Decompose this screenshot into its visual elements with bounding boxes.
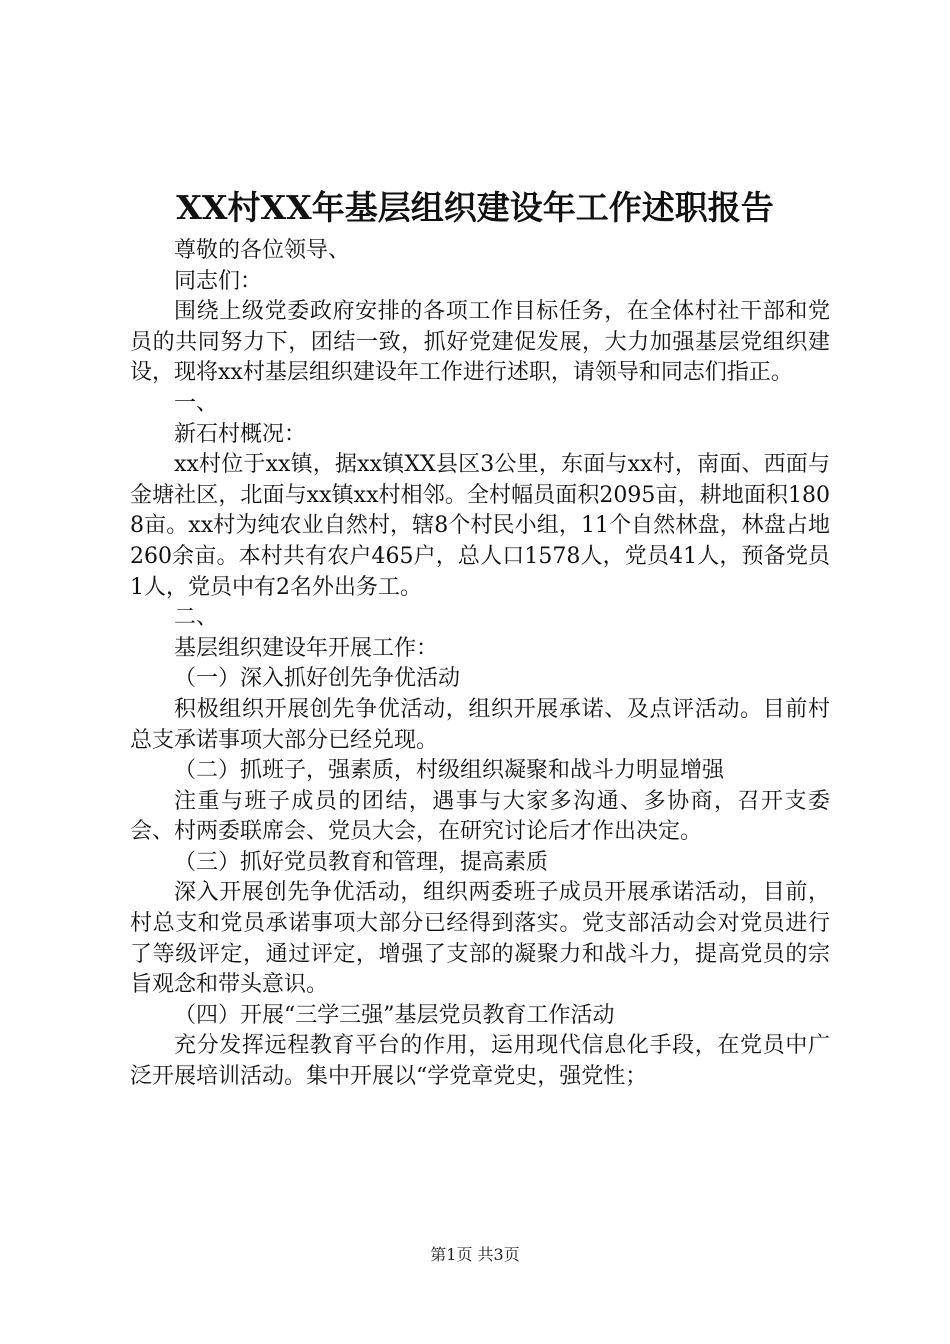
subparagraph-4: 充分发挥远程教育平台的作用，运用现代信息化手段，在党员中广泛开展培训活动。集中开展以“学党章党史，强党性； [130,1033,830,1090]
subheading-3: （三）抓好党员教育和管理，提高素质 [174,849,549,875]
section-heading-overview: 新石村概况： [174,421,307,447]
subparagraph-1: 积极组织开展创先争优活动，组织开展承诺、及点评活动。目前村总支承诺事项大部分已经兑现。 [130,696,830,753]
section-heading-work: 基层组织建设年开展工作： [174,635,439,661]
document-body [130,236,830,1093]
section-number-1: 一、 [174,390,219,416]
subheading-4: （四）开展“三学三强”基层党员教育工作活动 [174,1002,615,1028]
document-title: XX村XX年基层组织建设年工作述职报告 [176,188,774,227]
salutation-line-2: 同志们： [174,268,263,294]
overview-paragraph: xx村位于xx镇，据xx镇XX县区3公里，东面与xx村，南面、西面与金塘社区，北面与xx镇xx村相邻。全村幅员面积2095亩，耕地面积1808亩。xx村为纯农业自然村，辖8个村民小组，11个自然林盘，林盘占地260余亩。本村共有农户465户，总人口1578人，党员41人，预备党员1人，党员中有2名外出务工。 [130,452,830,600]
subheading-1: （一）深入抓好创先争优活动 [174,666,461,692]
subparagraph-3: 深入开展创先争优活动，组织两委班子成员开展承诺活动，目前，村总支和党员承诺事项大部分已经得到落实。党支部活动会对党员进行了等级评定，通过评定，增强了支部的凝聚力和战斗力，提高党员的宗旨观念和带头意识。 [130,880,830,998]
salutation-line-1: 尊敬的各位领导、 [174,238,351,263]
subheading-2: （二）抓班子，强素质，村级组织凝聚和战斗力明显增强 [174,758,725,784]
page-footer: 第1页 共3页 [430,1245,520,1264]
section-number-2: 二、 [174,605,219,631]
subparagraph-2: 注重与班子成员的团结，遇事与大家多沟通、多协商，召开支委会、村两委联席会、党员大会，在研究讨论后才作出决定。 [130,788,830,845]
intro-paragraph: 围绕上级党委政府安排的各项工作目标任务，在全体村社干部和党员的共同努力下，团结一致，抓好党建促发展，大力加强基层党组织建设，现将xx村基层组织建设年工作进行述职，请领导和同志们指正。 [130,299,830,386]
